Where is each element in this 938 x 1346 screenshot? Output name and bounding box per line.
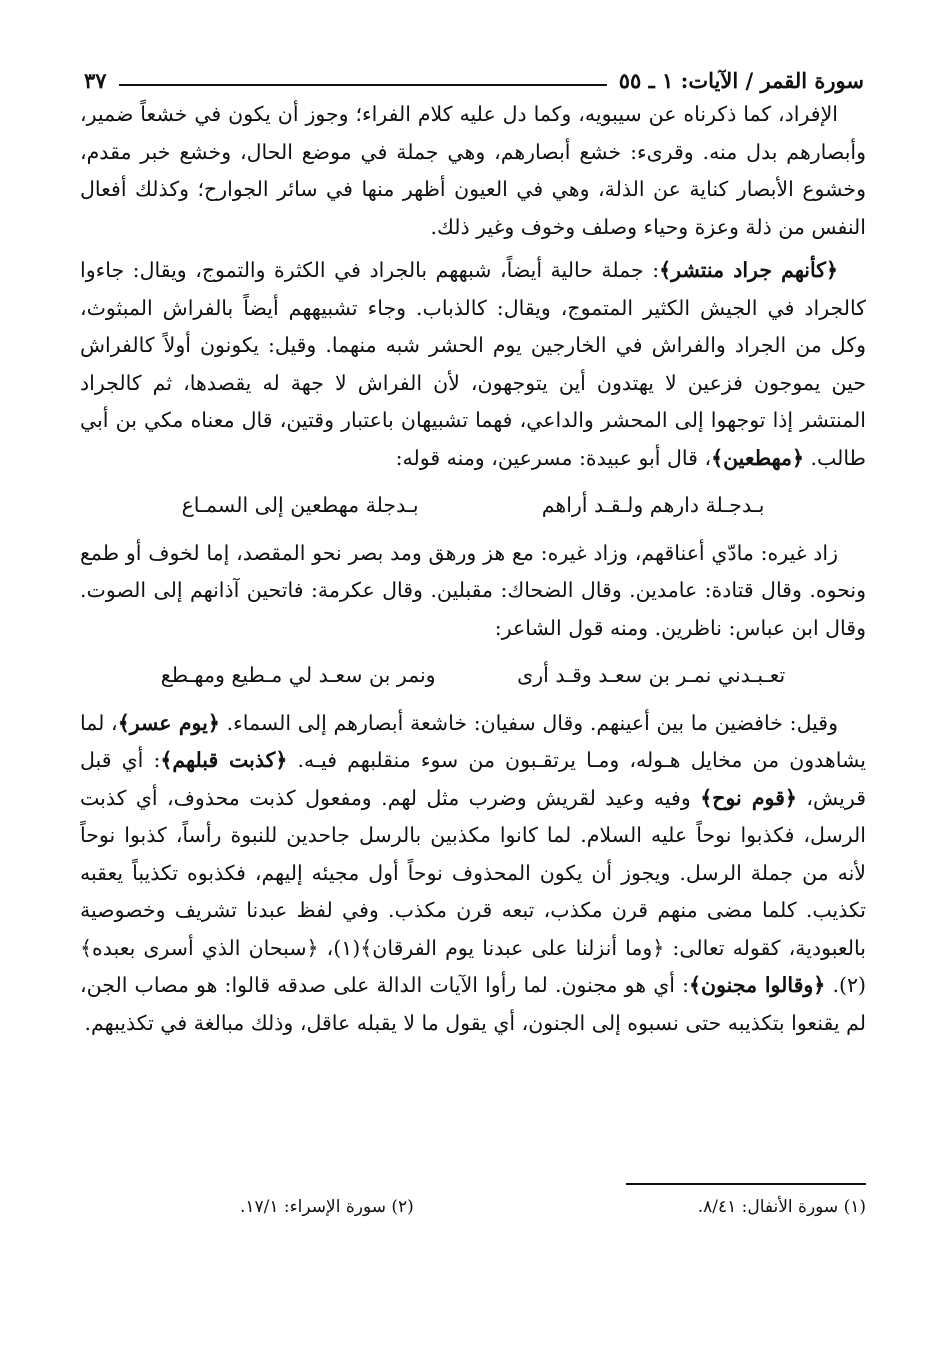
text-segment: ، قال أبو عبيدة: مسرعين، ومنه قوله: bbox=[395, 445, 712, 470]
quran-quote: ﴿كذبت قبلهم﴾ bbox=[160, 748, 288, 772]
quran-quote: ﴿يوم عسر﴾ bbox=[117, 710, 220, 735]
paragraph-1 bbox=[80, 96, 866, 246]
quran-quote: ﴿قوم نوح﴾ bbox=[700, 785, 797, 810]
main-text bbox=[80, 96, 866, 1042]
quran-quote: ﴿وقالوا مجنون﴾ bbox=[689, 973, 826, 997]
text-segment: ﴿سبحان الذي أسرى بعبده﴾ bbox=[80, 935, 319, 960]
quran-quote: ﴿مهطعين﴾ bbox=[711, 445, 805, 470]
text-segment: (٢). bbox=[825, 973, 867, 997]
verse-1 bbox=[120, 487, 826, 525]
footnote-2: (٢) سورة الإسراء: ١٧/١. bbox=[240, 1197, 414, 1217]
text-segment: ، لما يشاهدون من مخايل هـوله، ومـا يرتقـبون من سوء منقلبهم فيـه. bbox=[80, 710, 866, 772]
footnote-1: (١) سورة الأنفال: ٨/٤١. bbox=[697, 1197, 866, 1217]
paragraph-2 bbox=[80, 252, 866, 477]
verse-1-first-hemistich: بـدجـلة دارهم ولـقـد أراهم bbox=[541, 493, 765, 517]
text-segment: : أي هو مجنون. لما رأوا الآيات الدالة على صدقه قالوا: هو مصاب الجن، لم يقنعوا بتكذيبه حتى نسبوه إلى الجنون، أي يقول ما لا يقبله عاقل، وذلك مبالغة في تكذيبهم. bbox=[80, 973, 866, 1035]
paragraph-3 bbox=[80, 535, 866, 648]
footnote-separator bbox=[626, 1183, 866, 1185]
text-segment: (١)، bbox=[318, 935, 361, 960]
text-segment: ﴿وما أنزلنا على عبدنا يوم الفرقان﴾ bbox=[360, 935, 665, 960]
header-rule bbox=[119, 84, 607, 86]
verse-2-second-hemistich: ونمر بن سعـد لي مـطيع ومهـطع bbox=[160, 663, 436, 687]
page-number: ٣٧ bbox=[84, 67, 107, 93]
text-segment: وفيه وعيد لقريش وضرب مثل لهم. ومفعول كذبت محذوف، أي كذبت الرسل، فكذبوا نوحاً عليه السلام. لما كانوا مكذبين بالرسل جاحدين للنبوة رأساً، كذبوا نوحاً لأنه من جملة الرسل. ويجوز أن يكون المحذوف نوحاً أول مجيئه إليهم، فكذبوه تكذيباً يعقبه تكذيب. كلما مضى منهم قرن مكذب، تبعه قرن مكذب. وفي لفظ عبدنا تشريف وخصوصية بالعبودية، كقوله تعالى: bbox=[80, 785, 866, 960]
text-segment: : أي قبل قريش، bbox=[80, 748, 866, 810]
text-segment: الإفراد، كما ذكرناه عن سيبويه، وكما دل عليه كلام الفراء؛ وجوز أن يكون في خشعاً ضمير، وأبصارهم بدل منه. وقرىء: خشع أبصارهم، وهي جملة في موضع الحال، وخشع خبر مقدم، وخشوع الأبصار كناية عن الذلة، وهي في العيون أظهر منها في سائر الجوارح؛ وكذلك أفعال النفس من ذلة وعزة وحياء وصلف وخوف وغير ذلك. bbox=[80, 102, 866, 239]
running-header-title: سورة القمر / الآيات: ١ ـ ٥٥ bbox=[618, 67, 864, 93]
text-segment: زاد غيره: مادّي أعناقهم، وزاد غيره: مع هز ورهق ومد بصر نحو المقصد، إما لخوف أو طمع ونحوه. وقال قتادة: عامدين. وقال الضحاك: مقبلين. وقال عكرمة: فاتحين آذانهم إلى الصوت. وقال ابن عباس: ناظرين. ومنه قول الشاعر: bbox=[80, 540, 866, 640]
verse-2-first-hemistich: تعـبـدني نمـر بن سعـد وقـد أرى bbox=[517, 663, 786, 687]
quran-quote: ﴿كأنهم جراد منتشر﴾ bbox=[659, 258, 838, 282]
verse-1-second-hemistich: بـدجلة مهطعين إلى السمـاع bbox=[181, 493, 419, 517]
footnotes bbox=[240, 1192, 866, 1222]
verse-2 bbox=[120, 657, 826, 695]
text-segment: : جملة حالية أيضاً، شبههم بالجراد في الكثرة والتموج، ويقال: جاءوا كالجراد في الجيش الكثير المتموج، ويقال: كالذباب. وجاء تشبيههم أيضاً بالفراش المبثوث، وكل من الجراد والفراش في الخارجين يوم الحشر شبه منهما. وقيل: يكونون أولاً كالفراش حين يموجون فزعين لا يهتدون أين يتوجهون، لأن الفراش لا جهة له يقصدها، ثم كالجراد المنتشر إذا توجهوا إلى المحشر والداعي، فهما تشبيهان باعتبار وقتين، قال معناه مكي بن أبي طالب. bbox=[80, 258, 866, 470]
text-segment: وقيل: خافضين ما بين أعينهم. وقال سفيان: خاشعة أبصارهم إلى السماء. bbox=[219, 710, 839, 735]
paragraph-4 bbox=[80, 705, 866, 1043]
running-header bbox=[84, 58, 864, 92]
